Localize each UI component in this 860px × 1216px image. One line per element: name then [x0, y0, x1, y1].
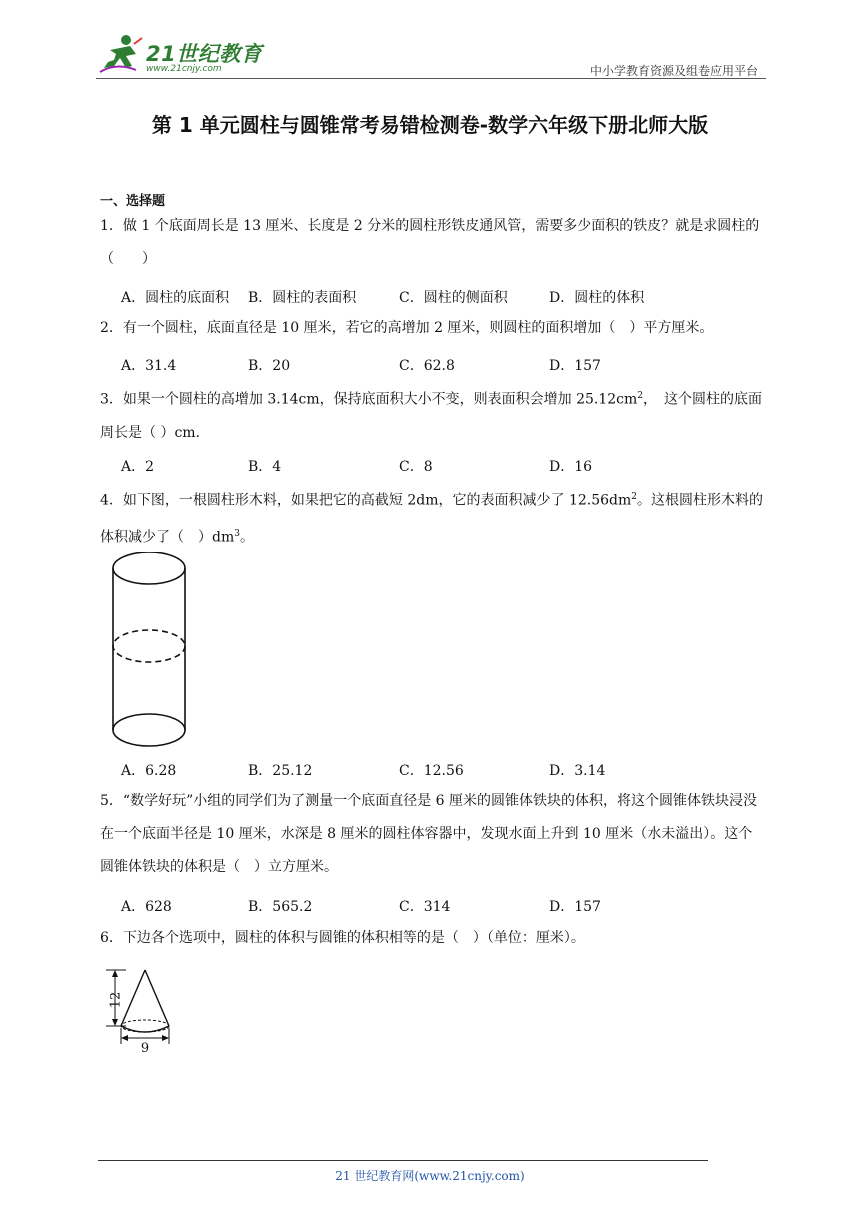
option-d[interactable]: D．157: [549, 899, 601, 915]
option-b[interactable]: B．565.2: [248, 899, 313, 915]
question-3-superscript: 2: [637, 391, 644, 401]
question-1: 1．做 1 个底面周长是 13 厘米、长度是 2 分米的圆柱形铁皮通风管，需要多少面积的铁皮？就是求圆柱的（ ）: [100, 218, 760, 267]
option-a[interactable]: A．圆柱的底面积: [121, 290, 230, 306]
option-c[interactable]: C．圆柱的侧面积: [399, 290, 508, 306]
runner-logo-icon: [96, 32, 144, 76]
page-header: [96, 32, 766, 80]
question-4-text-b: 。这根圆柱形木料的体积减少了（ ）dm: [100, 492, 764, 546]
question-5: 5．“数学好玩”小组的同学们为了测量一个底面直径是 6 厘米的圆锥体铁块的体积，将这个圆锥体铁块浸没在一个底面半径是 10 厘米，水深是 8 厘米的圆柱体容器中，发现水面上升到 10 厘米（水未溢出）。这个圆锥体铁块的体积是（ ）立方厘米。: [100, 793, 758, 875]
option-a[interactable]: A．6.28: [121, 763, 177, 779]
option-c[interactable]: C．12.56: [399, 763, 464, 779]
option-c[interactable]: C．314: [399, 899, 451, 915]
footer-link[interactable]: 21 世纪教育网(www.21cnjy.com): [335, 1169, 525, 1183]
option-d[interactable]: D．圆柱的体积: [549, 290, 645, 306]
option-a[interactable]: A．2: [121, 459, 155, 475]
logo: [96, 32, 266, 80]
question-3: [100, 380, 764, 450]
question-3-text-a: 3．如果一个圆柱的高增加 3.14cm，保持底面积大小不变，则表面积会增加 25.12cm: [100, 391, 638, 408]
header-divider: [96, 78, 766, 79]
option-b[interactable]: B．20: [248, 358, 291, 374]
option-a[interactable]: A．31.4: [121, 358, 177, 374]
option-c[interactable]: C．62.8: [399, 358, 455, 374]
option-a[interactable]: A．628: [121, 899, 172, 915]
option-c[interactable]: C．8: [399, 459, 433, 475]
question-2: 2．有一个圆柱，底面直径是 10 厘米，若它的高增加 2 厘米，则圆柱的面积增加（ ）平方厘米。: [100, 320, 714, 336]
option-b[interactable]: B．圆柱的表面积: [248, 290, 357, 306]
cone-base-label: 9: [140, 1041, 150, 1054]
question-4-superscript-2: 3: [234, 528, 240, 539]
option-d[interactable]: D．3.14: [549, 763, 606, 779]
platform-name: 中小学教育资源及组卷应用平台: [589, 64, 758, 78]
cone-figure: [102, 964, 178, 1054]
option-d[interactable]: D．157: [549, 358, 601, 374]
cylinder-figure: [106, 552, 196, 748]
question-4-text-a: 4．如下图，一根圆柱形木料，如果把它的高截短 2dm，它的表面积减少了 12.56dm: [100, 492, 632, 509]
logo-text: 21世纪教育: [146, 42, 263, 66]
option-b[interactable]: B．25.12: [248, 763, 313, 779]
question-4-text-c: 。: [239, 529, 254, 546]
page-title: 第 1 单元圆柱与圆锥常考易错检测卷-数学六年级下册北师大版: [151, 113, 709, 137]
cone-height-label: 12: [108, 991, 124, 1009]
option-d[interactable]: D．16: [549, 459, 593, 475]
question-6: 6．下边各个选项中，圆柱的体积与圆锥的体积相等的是（ ）（单位：厘米）。: [100, 930, 585, 946]
section-heading: 一、选择题: [100, 194, 166, 209]
question-4-superscript-1: 2: [631, 492, 638, 502]
question-4: [100, 481, 764, 554]
question-3-text-b: ， 这个圆柱的底面周长是（ ）cm．: [100, 391, 763, 441]
footer-divider: [98, 1160, 708, 1161]
option-b[interactable]: B．4: [248, 459, 282, 475]
logo-url: www.21cnjy.com: [146, 64, 222, 74]
